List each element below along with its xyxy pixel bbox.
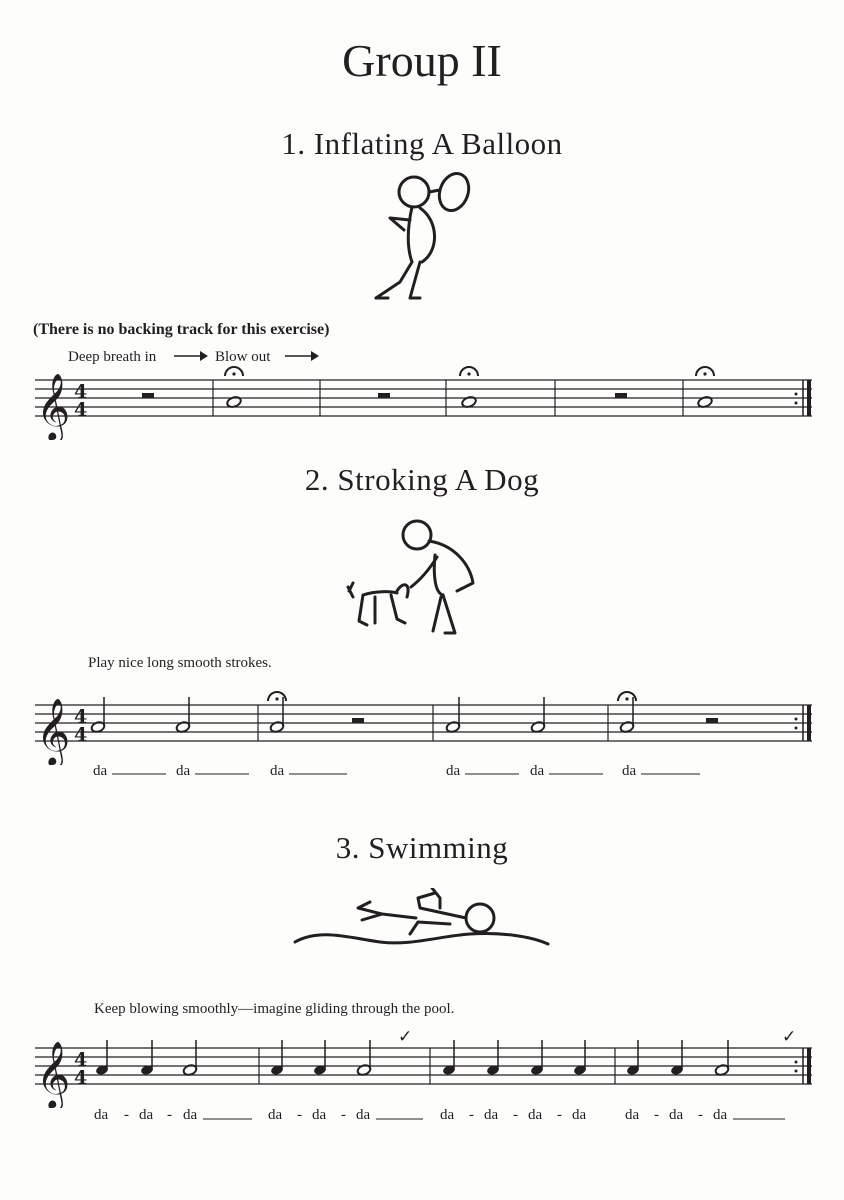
exercise-3-title: 3. Swimming	[335, 830, 509, 865]
time-signature-top: 4	[74, 706, 88, 728]
exercise-2-instruction: Play nice long smooth strokes.	[88, 655, 272, 671]
breath-mark-icon: ✓	[782, 1028, 797, 1047]
lyric-syllable: da	[176, 763, 191, 779]
exercise-3-instruction: Keep blowing smoothly—imagine gliding through the pool.	[94, 1001, 455, 1017]
lyric-syllable: da	[484, 1107, 499, 1123]
lyric-syllable: da	[356, 1107, 371, 1123]
staff-exercise-3	[30, 1028, 820, 1108]
lyric-syllable: da	[312, 1107, 327, 1123]
lyric-hyphen: -	[469, 1107, 474, 1123]
time-signature-bottom: 4	[74, 724, 88, 746]
lyric-syllable: da	[528, 1107, 543, 1123]
lyric-hyphen: -	[167, 1107, 172, 1123]
exercise-2-title: 2. Stroking A Dog	[304, 462, 540, 497]
lyric-syllable: da	[183, 1107, 198, 1123]
treble-clef-icon: 𝄞	[36, 372, 71, 440]
lyric-syllable: da	[268, 1107, 283, 1123]
time-signature-top: 4	[74, 381, 88, 403]
lyric-syllable: da	[446, 763, 461, 779]
lyric-hyphen: -	[557, 1107, 562, 1123]
lyric-syllable: da	[93, 763, 108, 779]
half-rest	[706, 718, 718, 723]
lyric-syllable: da	[713, 1107, 728, 1123]
page-title: Group II	[342, 35, 502, 86]
lyric-syllable: da	[622, 763, 637, 779]
staff-exercise-2	[30, 685, 820, 765]
lyric-hyphen: -	[297, 1107, 302, 1123]
exercise-3-lyrics	[0, 1106, 844, 1126]
lyric-syllable: da	[440, 1107, 455, 1123]
lyric-hyphen: -	[654, 1107, 659, 1123]
treble-clef-icon: 𝄞	[36, 697, 71, 765]
lyric-hyphen: -	[124, 1107, 129, 1123]
lyric-syllable: da	[270, 763, 285, 779]
backing-track-note: (There is no backing track for this exercise)	[33, 321, 330, 338]
dog-stroking-illustration	[345, 515, 485, 640]
treble-clef-icon: 𝄞	[36, 1040, 71, 1108]
time-signature-bottom: 4	[74, 1067, 88, 1089]
lyric-hyphen: -	[513, 1107, 518, 1123]
half-rest	[615, 393, 627, 398]
lyric-extender-lines	[0, 1117, 844, 1121]
lyric-syllable: da	[572, 1107, 587, 1123]
lyric-syllable: da	[530, 763, 545, 779]
deep-breath-instruction: Deep breath in	[68, 349, 157, 365]
lyric-syllable: da	[94, 1107, 109, 1123]
half-rest	[352, 718, 364, 723]
time-signature-top: 4	[74, 1049, 88, 1071]
exercise-1-title: 1. Inflating A Balloon	[281, 126, 563, 161]
lyric-hyphen: -	[341, 1107, 346, 1123]
half-rest	[142, 393, 154, 398]
breath-mark-icon: ✓	[398, 1028, 413, 1047]
lyric-syllable: da	[669, 1107, 684, 1123]
swimming-figure-illustration	[290, 888, 555, 953]
lyric-syllable: da	[139, 1107, 154, 1123]
lyric-hyphen: -	[698, 1107, 703, 1123]
lyric-extender-lines	[0, 772, 844, 776]
time-signature-bottom: 4	[74, 399, 88, 421]
lyric-syllable: da	[625, 1107, 640, 1123]
blow-out-instruction: Blow out	[215, 349, 271, 365]
balloon-figure-illustration	[360, 170, 480, 305]
staff-exercise-1	[30, 360, 820, 440]
half-rest	[378, 393, 390, 398]
